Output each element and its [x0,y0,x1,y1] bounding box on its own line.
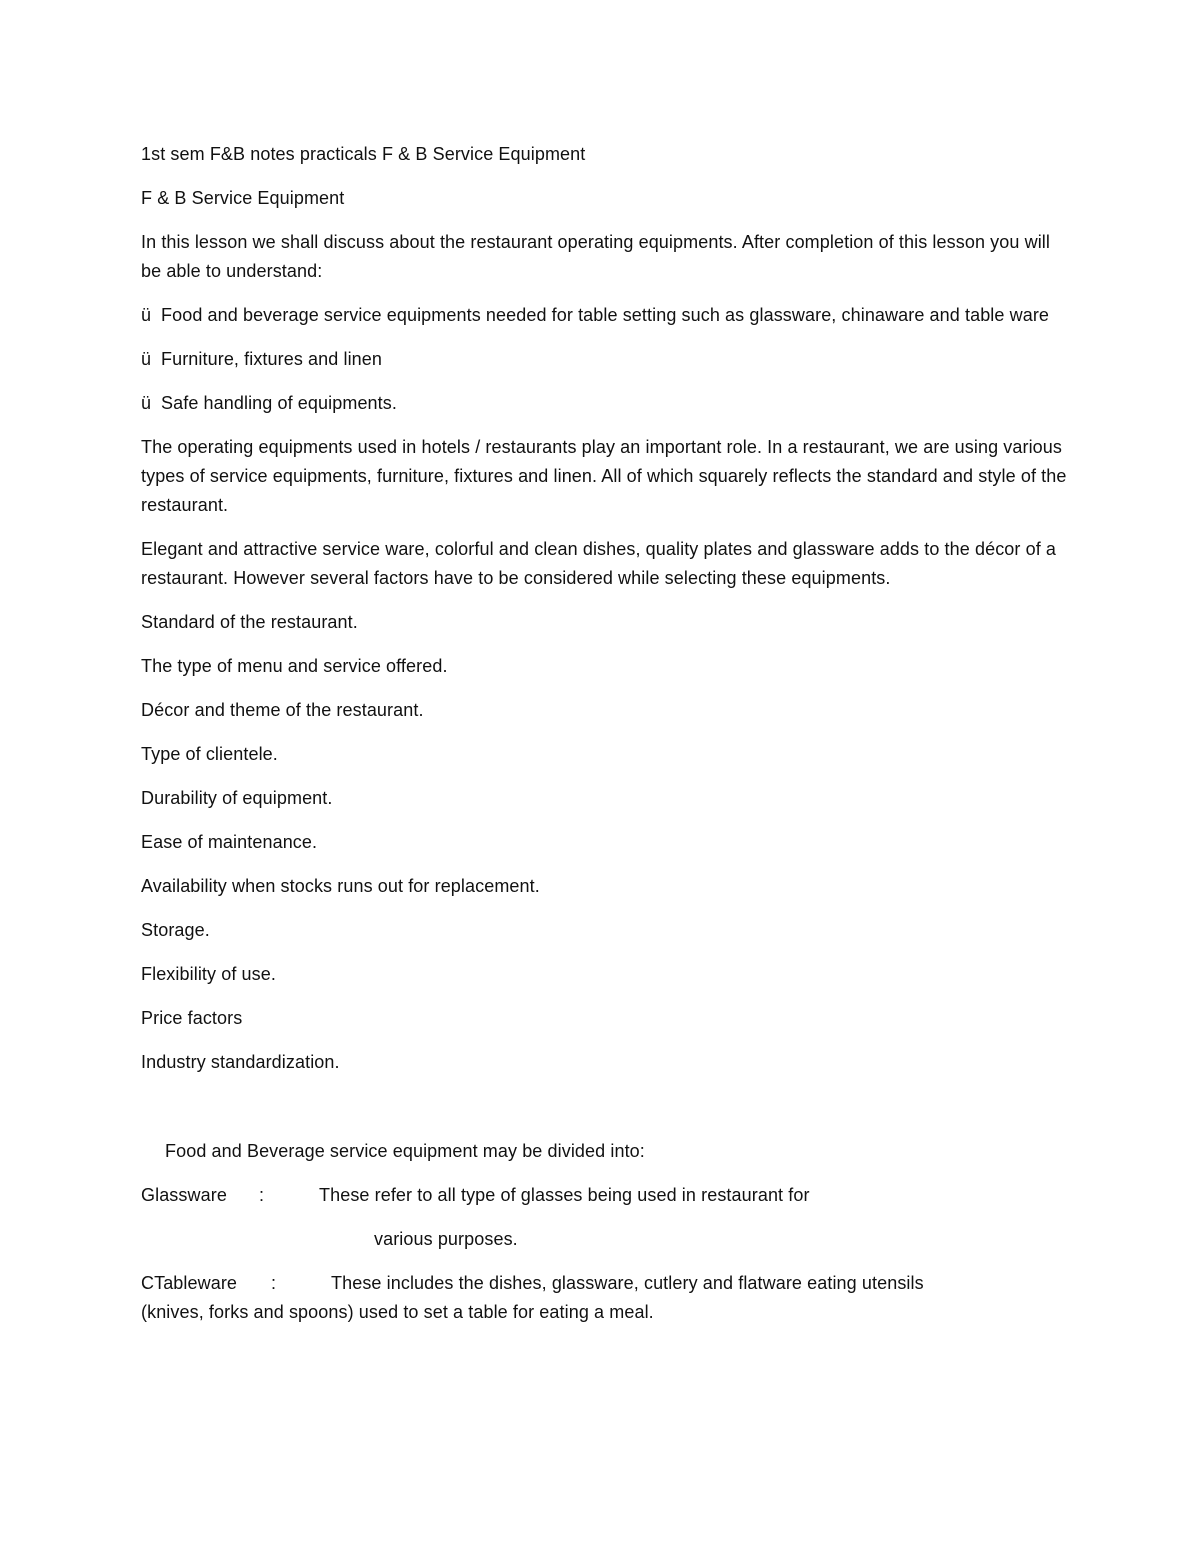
glassware-colon: : [259,1185,265,1205]
factor-item: Flexibility of use. [141,964,276,984]
bullet-text: Safe handling of equipments. [161,393,397,413]
factor-item: Storage. [141,920,210,940]
factor-item: Price factors [141,1008,243,1028]
tableware-continuation-text: (knives, forks and spoons) used to set a table for eating a meal. [141,1302,654,1322]
glassware-text: These refer to all type of glasses being used in restaurant for [319,1185,810,1205]
document-title: 1st sem F&B notes practicals F & B Service Equipment [141,144,586,164]
glassware-continuation-text: various purposes. [374,1229,518,1249]
checkmark-bullet-icon: ü [141,393,152,413]
body-paragraph: Elegant and attractive service ware, colorful and clean dishes, quality plates and glassware adds to the décor of a restaurant. However several factors have to be considered while selecting these equipments. [141,539,1057,588]
factor-item: Availability when stocks runs out for replacement. [141,876,540,896]
glassware-term: Glassware [141,1185,227,1205]
tableware-text: These includes the dishes, glassware, cutlery and flatware eating utensils [331,1273,924,1293]
document-subtitle: F & B Service Equipment [141,188,345,208]
factor-item: Décor and theme of the restaurant. [141,700,424,720]
tableware-definition [141,1269,1071,1327]
bullet-item [141,301,1071,330]
checkmark-bullet-icon: ü [141,349,152,369]
checkmark-bullet-icon: ü [141,305,152,325]
factor-item: Standard of the restaurant. [141,612,358,632]
bullet-item [141,345,1071,374]
tableware-term: CTableware [141,1273,238,1293]
document-body [141,140,1071,1342]
factor-item: Industry standardization. [141,1052,340,1072]
factor-item: Durability of equipment. [141,788,333,808]
bullet-text: Furniture, fixtures and linen [161,349,383,369]
factor-item: Type of clientele. [141,744,278,764]
tableware-colon: : [271,1273,277,1293]
division-intro: Food and Beverage service equipment may be divided into: [165,1141,645,1161]
body-paragraph: The operating equipments used in hotels / restaurants play an important role. In a restaurant, we are using various types of service equipments, furniture, fixtures and linen. All of which squarely reflects the standard and style of the restaurant. [141,437,1067,515]
glassware-definition [141,1181,1071,1210]
factor-item: Ease of maintenance. [141,832,318,852]
intro-paragraph: In this lesson we shall discuss about the restaurant operating equipments. After completion of this lesson you will be able to understand: [141,232,1050,281]
glassware-continuation [141,1225,1071,1254]
bullet-item [141,389,1071,418]
bullet-text: Food and beverage service equipments needed for table setting such as glassware, chinaware and table ware [161,305,1050,325]
factor-item: The type of menu and service offered. [141,656,448,676]
blank-line [141,1092,1071,1137]
